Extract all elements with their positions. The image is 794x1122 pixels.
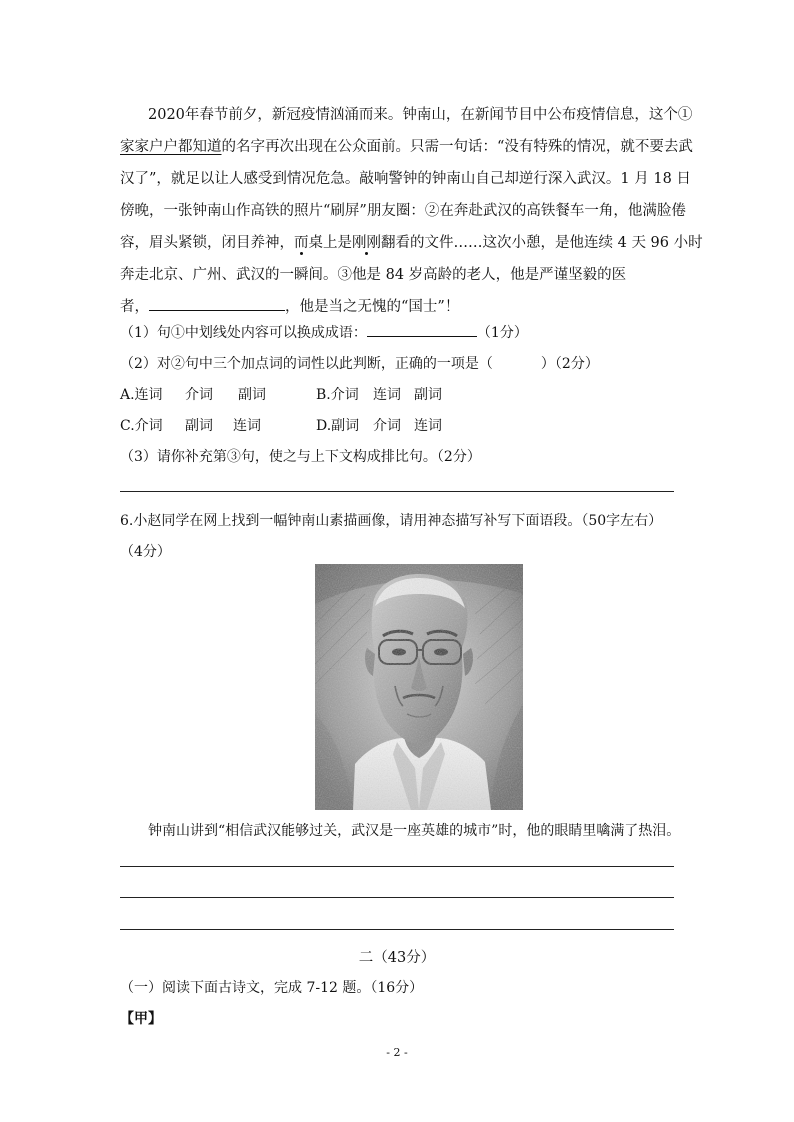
option-b-word-2: 连词 [373,387,401,403]
option-c-word-1: C.介词 [120,418,163,434]
passage-line-1: 2020年春节前夕，新冠疫情汹涌而来。钟南山，在新闻节目中公布疫情信息，这个① [148,107,693,123]
section-2-label: 【甲】 [120,1011,162,1027]
question-6-sentence: 钟南山讲到“相信武汉能够过关，武汉是一座英雄的城市”时，他的眼睛里噙满了热泪。 [148,823,681,839]
passage-line-2: 的名字再次出现在公众面前。只需一句话：“没有特殊的情况，就不要去武 [221,139,693,155]
option-a-word-3: 副词 [238,387,266,403]
passage-line-3: 汉了”，就足以让人感受到情况危急。敲响警钟的钟南山自己却逆行深入武汉。1 月 18 日 [120,171,691,187]
question-1 [120,322,528,342]
underlined-phrase: 家家户户都知道 [120,139,222,155]
question-3-text: （3）请你补充第③句，使之与上下文构成排比句。（2分） [120,449,481,465]
fill-blank-sentence-3[interactable] [149,296,285,311]
question-1-text: （1）句①中划线处内容可以换成成语： [120,325,367,341]
answer-line-q6-1[interactable] [120,866,674,867]
answer-line-q3[interactable] [120,491,674,492]
question-6-score: （4分） [120,544,171,560]
reading-passage [120,99,703,323]
passage-line-5c: 桌上是 [308,235,352,251]
passage-line-4: 傍晚，一张钟南山作高铁的照片“刷屏”朋友圈：②在奔赴武汉的高铁餐车一角，他满脸倦 [120,203,686,219]
option-d-word-1: D.副词 [316,418,360,434]
question-6-text: 6.小赵同学在网上找到一幅钟南山素描画像，请用神态描写补写下面语段。（50字左右） [120,513,663,529]
passage-line-6: 奔走北京、广州、武汉的一瞬间。③他是 84 岁高龄的老人，他是严谨坚毅的医 [120,267,627,283]
question-2 [120,353,599,373]
answer-line-q6-3[interactable] [120,929,674,930]
passage-line-5a: 容，眉头紧锁，闭目养神， [120,235,294,251]
option-a-word-1: A.连词 [120,387,163,403]
passage-line-7b: ，他是当之无愧的“国士”！ [285,299,460,315]
option-c-word-3: 连词 [233,418,261,434]
option-d-word-2: 介词 [373,418,401,434]
question-2-close: ）（2分） [540,356,599,372]
option-d-word-3: 连词 [414,418,442,434]
question-1-score: （1分） [476,325,528,341]
option-b-word-1: B.介词 [316,387,359,403]
passage-line-5e: 翻看的文件……这次小憩，是他连续 4 天 96 小时 [381,235,703,251]
idiom-answer-blank[interactable] [367,322,477,337]
option-c-word-2: 副词 [185,418,213,434]
question-2-text: （2）对②句中三个加点词的词性以此判断，正确的一项是（ [120,356,493,372]
dotted-word-er: 而 [294,235,309,251]
dotted-word-ganggang: 刚刚 [352,235,381,251]
section-2-title: 二（43分） [358,950,436,966]
option-a-word-2: 介词 [185,387,213,403]
option-b-word-3: 副词 [414,387,442,403]
zhong-nanshan-sketch-portrait [315,564,523,810]
section-2-subtitle: （一）阅读下面古诗文，完成 7-12 题。（16分） [120,980,424,996]
passage-line-7a: 者， [120,299,149,315]
page-number: - 2 - [386,1046,408,1059]
answer-line-q6-2[interactable] [120,897,674,898]
